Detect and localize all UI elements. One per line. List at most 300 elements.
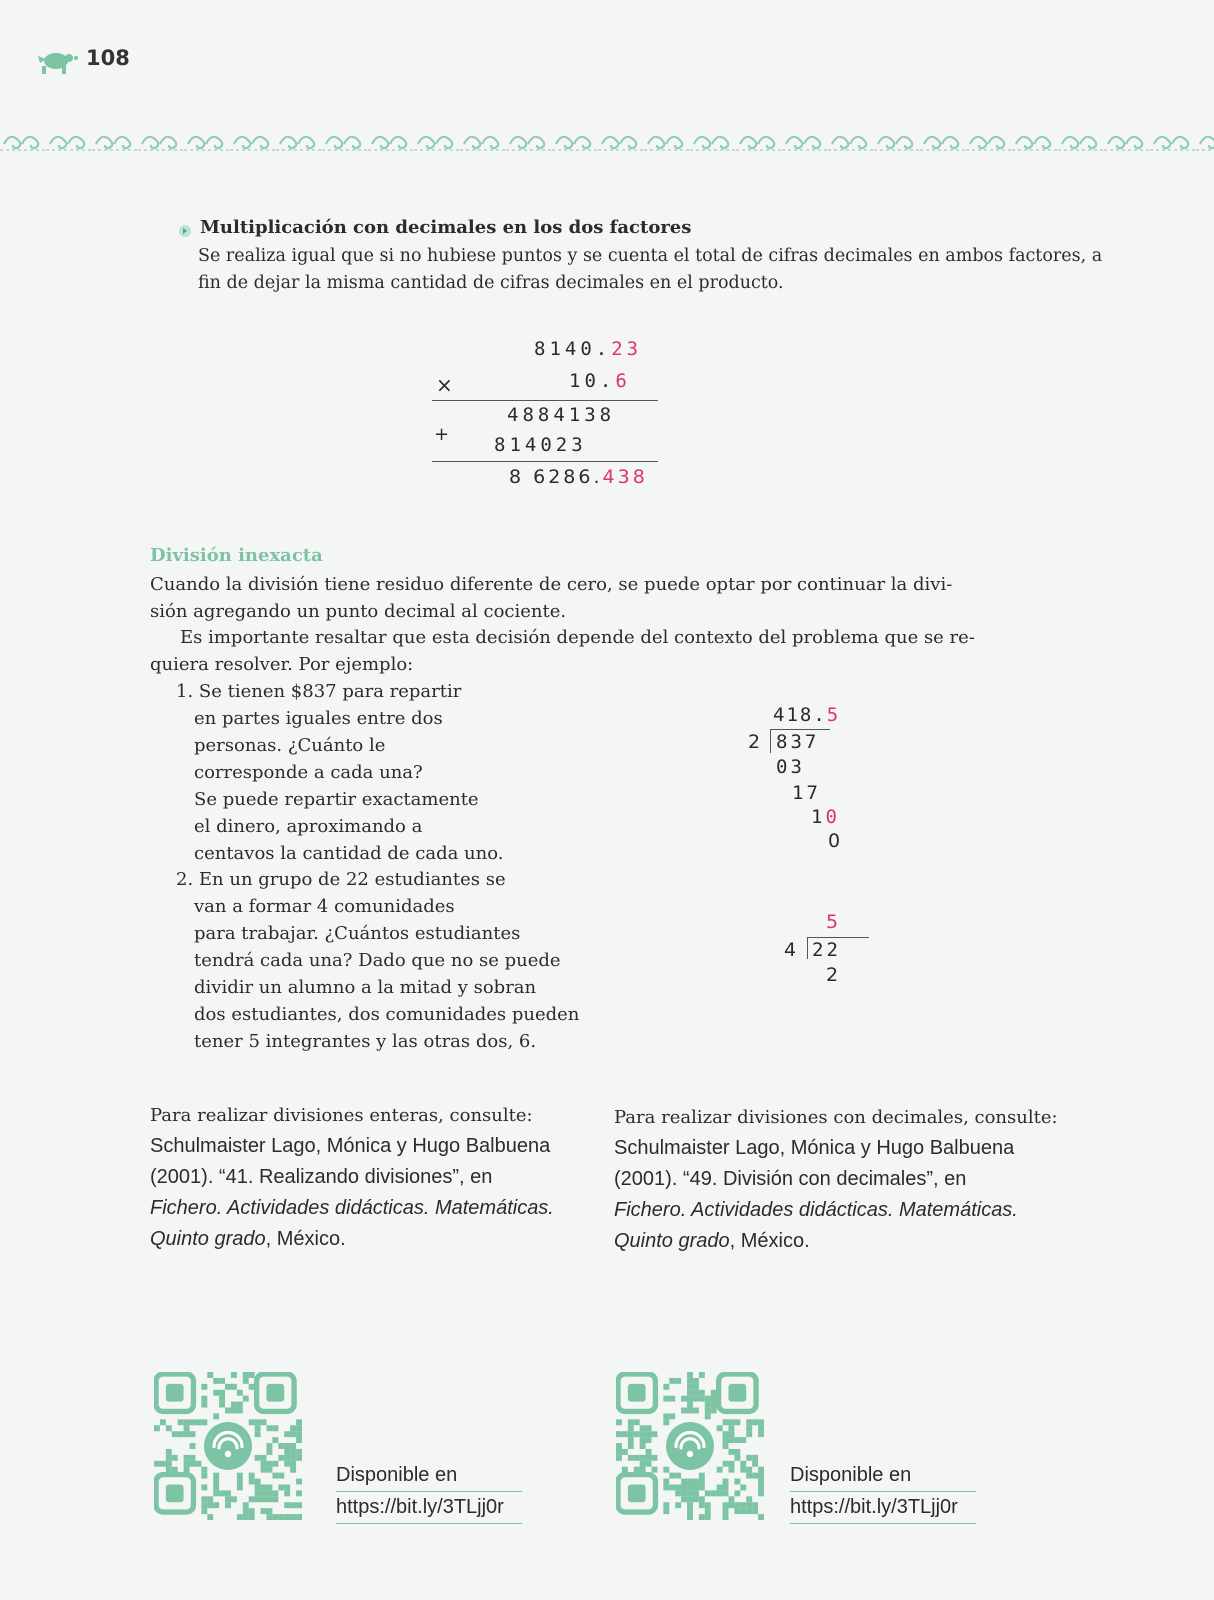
qr-module [266,1490,272,1496]
qr-module [746,1419,752,1425]
qr-module [284,1514,290,1520]
qr-module [278,1484,284,1490]
qr-module [675,1502,681,1508]
dividend: 837 [776,731,820,753]
qr-module [225,1502,231,1508]
section-text-line: Se realiza igual que si no hubiese puntos y se cuenta el total de cifras decimales en ambos factores, a [198,246,1103,266]
wifi-dot [225,1451,231,1457]
qr-module [261,1484,267,1490]
qr-module [255,1484,261,1490]
qr-module [717,1490,723,1496]
qr-module [213,1502,219,1508]
reference-line: , México. [265,1228,346,1250]
wifi-icon [666,1422,714,1470]
partial-product-1: 4884138 [507,404,616,426]
qr-module [290,1461,296,1467]
example-1-line: centavos la cantidad de cada uno. [194,843,504,864]
reference-line: Schulmaister Lago, Mónica y Hugo Balbuena [150,1135,551,1157]
reference-line: Schulmaister Lago, Mónica y Hugo Balbuena [614,1137,1015,1159]
qr-module [261,1467,267,1473]
qr-module [207,1496,213,1502]
qr-module [628,1443,634,1449]
qr-module [184,1431,190,1437]
qr-module [266,1484,272,1490]
qr-module [687,1408,693,1414]
qr-module [758,1479,764,1485]
reference-title: Fichero. Actividades didácticas. Matemáticas. [150,1197,554,1219]
qr-module [290,1431,296,1437]
qr-module [266,1514,272,1520]
qr-module [243,1514,249,1520]
qr-module [231,1372,237,1378]
qr-module [284,1443,290,1449]
qr-module [646,1431,652,1437]
qr-module [634,1419,640,1425]
qr-module [640,1443,646,1449]
factor-1: 8140.23 [534,338,643,360]
qr-module [687,1490,693,1496]
qr-module [646,1425,652,1431]
qr-module [296,1455,302,1461]
qr-module [237,1514,243,1520]
qr-module [663,1396,669,1402]
qr-module [622,1431,628,1437]
qr-module [266,1496,272,1502]
qr-module [734,1490,740,1496]
qr-module [261,1419,267,1425]
qr-module [296,1490,302,1496]
qr-module [225,1490,231,1496]
qr-link[interactable]: https://bit.ly/3TLjj0r [336,1492,522,1524]
qr-module [207,1502,213,1508]
qr-module [687,1479,693,1485]
qr-module [723,1490,729,1496]
qr-module [699,1390,705,1396]
qr-module [213,1490,219,1496]
reference-block-1 [150,1100,554,1255]
qr-module [723,1479,729,1485]
qr-module [723,1443,729,1449]
qr-module [172,1455,178,1461]
qr-module [237,1473,243,1479]
remainder: 2 [826,964,839,986]
qr-module [669,1378,675,1384]
qr-module [728,1502,734,1508]
qr-module [740,1467,746,1473]
qr-module [728,1449,734,1455]
qr-finder-center [628,1484,646,1502]
qr-module [284,1490,290,1496]
reference-title: Quinto grado [614,1230,730,1252]
qr-module [201,1473,207,1479]
qr-module [272,1437,278,1443]
qr-module [628,1419,634,1425]
qr-module [160,1461,166,1467]
example-2-line: dos estudiantes, dos comunidades pueden [194,1004,580,1025]
qr-module [746,1425,752,1431]
factor-2: 10.6 [569,370,631,392]
qr-module [728,1467,734,1473]
qr-module [758,1419,764,1425]
qr-module [734,1508,740,1514]
section-title-multiplication: Multiplicación con decimales en los dos factores [200,217,692,238]
qr-module [296,1479,302,1485]
qr-module [675,1473,681,1479]
qr-module [705,1402,711,1408]
example-1-line: el dinero, aproximando a [194,816,423,837]
qr-module [219,1490,225,1496]
division-bracket [770,729,771,753]
qr-module [687,1484,693,1490]
qr-module [711,1396,717,1402]
qr-module [746,1502,752,1508]
qr-module [272,1490,278,1496]
qr-module [201,1508,207,1514]
qr-module [752,1473,758,1479]
qr-module [728,1437,734,1443]
qr-module [728,1419,734,1425]
qr-module [249,1479,255,1485]
qr-module [231,1384,237,1390]
qr-module [723,1484,729,1490]
qr-module [693,1496,699,1502]
qr-module [172,1431,178,1437]
qr-module [201,1502,207,1508]
qr-module [249,1372,255,1378]
qr-module [687,1390,693,1396]
qr-module [249,1514,255,1520]
qr-module [675,1484,681,1490]
qr-module [711,1408,717,1414]
qr-module [296,1514,302,1520]
qr-module [752,1461,758,1467]
qr-module [746,1455,752,1461]
qr-module [705,1514,711,1520]
qr-module [675,1378,681,1384]
qr-module [213,1390,219,1396]
qr-module [723,1437,729,1443]
qr-module [261,1461,267,1467]
qr-module [723,1502,729,1508]
qr-module [734,1502,740,1508]
qr-module [646,1461,652,1467]
reference-line: (2001). “41. Realizando divisiones”, en [150,1166,493,1188]
paragraph-line: quiera resolver. Por ejemplo: [150,654,414,675]
qr-module [195,1461,201,1467]
qr-module [249,1384,255,1390]
qr-module [266,1467,272,1473]
qr-module [266,1425,272,1431]
qr-available-label: Disponible en [790,1460,976,1492]
paragraph-line: Es importante resaltar que esta decisión depende del contexto del problema que se re- [180,627,975,648]
qr-module [201,1484,207,1490]
qr-module [231,1408,237,1414]
qr-module [628,1431,634,1437]
example-1-line: en partes iguales entre dos [194,708,443,729]
qr-module [752,1502,758,1508]
qr-module [249,1473,255,1479]
qr-module [652,1431,658,1437]
qr-module [290,1502,296,1508]
qr-module [290,1449,296,1455]
qr-module [219,1390,225,1396]
qr-module [225,1408,231,1414]
qr-module [652,1467,658,1473]
section-title-division: División inexacta [150,545,323,566]
qr-module [296,1431,302,1437]
qr-link[interactable]: https://bit.ly/3TLjj0r [790,1492,976,1524]
qr-module [699,1496,705,1502]
qr-available-label: Disponible en [336,1460,522,1492]
example-2-line: van a formar 4 comunidades [194,896,455,917]
qr-module [219,1378,225,1384]
qr-module [652,1455,658,1461]
qr-module [628,1425,634,1431]
qr-module [190,1443,196,1449]
reference-block-2 [614,1102,1058,1257]
reference-lead: Para realizar divisiones enteras, consulte: [150,1105,533,1126]
qr-module [628,1455,634,1461]
qr-module [261,1490,267,1496]
qr-module [166,1425,172,1431]
qr-module [160,1419,166,1425]
qr-module [634,1467,640,1473]
qr-module [284,1461,290,1467]
qr-module [201,1496,207,1502]
qr-module [154,1425,160,1431]
qr-module [201,1396,207,1402]
qr-module [255,1496,261,1502]
qr-module [717,1484,723,1490]
qr-module [640,1431,646,1437]
qr-module [290,1467,296,1473]
qr-module [184,1461,190,1467]
qr-module [284,1484,290,1490]
qr-module [195,1419,201,1425]
times-sign: × [436,373,453,397]
qr-module [687,1372,693,1378]
qr-module [663,1484,669,1490]
qr-module [681,1496,687,1502]
qr-module [687,1396,693,1402]
qr-module [687,1502,693,1508]
qr-module [243,1508,249,1514]
qr-module [693,1384,699,1390]
qr-module [705,1413,711,1419]
qr-module [272,1514,278,1520]
qr-module [266,1508,272,1514]
qr-module [266,1443,272,1449]
qr-module [640,1455,646,1461]
qr-module [728,1496,734,1502]
qr-module [219,1402,225,1408]
qr-module [296,1419,302,1425]
qr-module [616,1419,622,1425]
qr-module [166,1455,172,1461]
qr-finder-center [628,1384,646,1402]
qr-module [266,1449,272,1455]
qr-module [740,1437,746,1443]
qr-code[interactable] [154,1372,302,1520]
bullet-arrow-icon [178,224,192,238]
qr-module [758,1473,764,1479]
qr-module [184,1455,190,1461]
qr-module [669,1484,675,1490]
qr-module [687,1514,693,1520]
qr-module [687,1508,693,1514]
qr-module [296,1502,302,1508]
qr-module [693,1378,699,1384]
qr-module [178,1419,184,1425]
quotient: 418.5 [773,704,841,726]
qr-module [201,1419,207,1425]
qr-module [231,1496,237,1502]
qr-module [681,1484,687,1490]
qr-module [663,1508,669,1514]
qr-module [740,1502,746,1508]
qr-module [669,1396,675,1402]
qr-module [237,1390,243,1396]
qr-module [723,1431,729,1437]
qr-module [290,1443,296,1449]
qr-module [705,1396,711,1402]
qr-module [752,1419,758,1425]
qr-module [734,1449,740,1455]
qr-module [728,1461,734,1467]
qr-module [201,1402,207,1408]
qr-module [616,1455,622,1461]
qr-module [687,1496,693,1502]
qr-module [237,1408,243,1414]
qr-module [255,1419,261,1425]
qr-module [261,1455,267,1461]
qr-module [616,1443,622,1449]
qr-module [296,1437,302,1443]
qr-module [693,1484,699,1490]
qr-code[interactable] [616,1372,764,1520]
qr-module [190,1431,196,1437]
example-2-line: para trabajar. ¿Cuántos estudiantes [194,923,521,944]
qr-module [675,1490,681,1496]
quotient: 5 [826,911,839,933]
qr-finder-center [166,1384,184,1402]
qr-module [290,1514,296,1520]
qr-finder-center [728,1384,746,1402]
qr-module [663,1479,669,1485]
qr-module [184,1425,190,1431]
qr-module [243,1372,249,1378]
qr-module [728,1431,734,1437]
qr-module [166,1449,172,1455]
qr-module [255,1425,261,1431]
qr-module [272,1496,278,1502]
qr-module [723,1508,729,1514]
paragraph-line: Cuando la división tiene residuo diferente de cero, se puede optar por continuar la divi- [150,574,953,595]
example-2-line: 2. En un grupo de 22 estudiantes se [176,869,506,890]
qr-module [255,1455,261,1461]
qr-module [249,1419,255,1425]
qr-module [213,1413,219,1419]
qr-finder-center [166,1484,184,1502]
qr-module [752,1455,758,1461]
qr-module [746,1496,752,1502]
qr-module [225,1496,231,1502]
qr-module [746,1508,752,1514]
qr-module [272,1473,278,1479]
qr-module [699,1484,705,1490]
qr-module [261,1508,267,1514]
rule-line [432,461,658,462]
wifi-dot [687,1451,693,1457]
example-2-line: tendrá cada una? Dado que no se puede [194,950,561,971]
qr-module [640,1461,646,1467]
qr-module [663,1384,669,1390]
reference-line: (2001). “49. División con decimales”, en [614,1168,967,1190]
qr-module [278,1443,284,1449]
reference-lead: Para realizar divisiones con decimales, consulte: [614,1107,1058,1128]
qr-module [237,1484,243,1490]
reference-title: Quinto grado [150,1228,266,1250]
qr-module [758,1431,764,1437]
example-2-line: dividir un alumno a la mitad y sobran [194,977,537,998]
decorative-border [0,126,1214,156]
qr-module [278,1473,284,1479]
qr-module [687,1402,693,1408]
paragraph-line: sión agregando un punto decimal al cociente. [150,601,567,622]
dividend: 22 [812,939,841,961]
qr-module [219,1396,225,1402]
qr-module [640,1467,646,1473]
qr-module [758,1425,764,1431]
qr-module [699,1396,705,1402]
qr-module [166,1461,172,1467]
qr-module [699,1502,705,1508]
qr-module [154,1461,160,1467]
qr-module [634,1431,640,1437]
qr-finder-center [266,1384,284,1402]
qr-module [693,1490,699,1496]
qr-module [758,1467,764,1473]
qr-module [249,1496,255,1502]
qr-module [734,1419,740,1425]
qr-module [296,1425,302,1431]
qr-module [237,1402,243,1408]
qr-module [740,1484,746,1490]
qr-module [278,1455,284,1461]
example-2-line: tener 5 integrantes y las otras dos, 6. [194,1031,537,1052]
qr-module [699,1473,705,1479]
qr-module [255,1479,261,1485]
qr-module [746,1473,752,1479]
qr-module [758,1514,764,1520]
qr-module [213,1479,219,1485]
qr-module [646,1455,652,1461]
qr-module [184,1467,190,1473]
qr-module [628,1437,634,1443]
wifi-icon [204,1422,252,1470]
qr-caption-1 [336,1460,522,1524]
qr-module [634,1455,640,1461]
qr-module [616,1431,622,1437]
example-1-line: Se puede repartir exactamente [194,789,479,810]
qr-module [705,1502,711,1508]
qr-module [681,1396,687,1402]
qr-module [699,1514,705,1520]
glyph-logo-icon [36,46,80,76]
rule-line [432,400,658,401]
qr-module [207,1372,213,1378]
qr-module [225,1384,231,1390]
